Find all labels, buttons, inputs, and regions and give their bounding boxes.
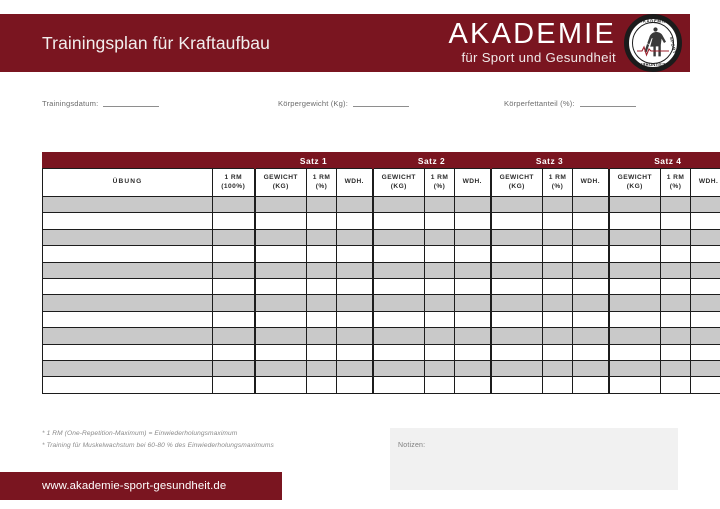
table-cell[interactable] [213, 311, 255, 327]
table-cell[interactable] [255, 246, 307, 262]
table-cell[interactable] [255, 377, 307, 393]
table-cell[interactable] [213, 328, 255, 344]
col-header-satz4-wdh-line1: WDH. [698, 178, 719, 186]
col-header-satz2-wdh [455, 169, 491, 197]
col-header-satz1-1rm [307, 169, 337, 197]
table-row [43, 229, 720, 245]
table-cell[interactable] [307, 377, 337, 393]
brand-text [449, 19, 616, 66]
table-cell[interactable] [373, 262, 425, 278]
col-header-satz1-wdh-line1: WDH. [344, 178, 364, 186]
akademie-logo-icon [624, 14, 682, 72]
table-cell[interactable] [255, 328, 307, 344]
svg-text:AKADEMIE: AKADEMIE [639, 18, 667, 24]
table-cell[interactable] [213, 229, 255, 245]
table-cell[interactable] [43, 213, 213, 229]
table-cell[interactable] [609, 360, 661, 376]
field-koerpergewicht-input[interactable] [353, 98, 409, 107]
col-header-satz2-1rm-line1: 1 RM [430, 173, 449, 181]
table-cell[interactable] [609, 262, 661, 278]
table-cell[interactable] [543, 262, 573, 278]
table-cell[interactable] [661, 328, 691, 344]
table-cell[interactable] [491, 278, 543, 294]
table-cell[interactable] [255, 295, 307, 311]
col-header-satz4-gewicht-line1: GEWICHT [617, 173, 652, 181]
table-cell[interactable] [337, 246, 373, 262]
table-cell[interactable] [373, 311, 425, 327]
table-cell[interactable] [373, 213, 425, 229]
table-cell[interactable] [43, 278, 213, 294]
table-cell[interactable] [661, 213, 691, 229]
table-row [43, 197, 720, 213]
table-cell[interactable] [307, 262, 337, 278]
col-header-satz3-wdh [573, 169, 609, 197]
table-cell[interactable] [609, 229, 661, 245]
field-koerpergewicht-label: Körpergewicht (Kg): [278, 99, 348, 108]
col-header-uebung-line1: ÜBUNG [112, 178, 143, 186]
table-row [43, 311, 720, 327]
table-cell[interactable] [425, 328, 455, 344]
table-cell[interactable] [491, 311, 543, 327]
table-cell[interactable] [307, 360, 337, 376]
table-cell[interactable] [337, 213, 373, 229]
col-header-satz2-gewicht [373, 169, 425, 197]
table-cell[interactable] [213, 360, 255, 376]
table-cell[interactable] [455, 213, 491, 229]
table-cell[interactable] [373, 278, 425, 294]
table-cell[interactable] [691, 262, 720, 278]
table-cell[interactable] [255, 344, 307, 360]
table-cell[interactable] [543, 246, 573, 262]
table-cell[interactable] [455, 197, 491, 213]
table-cell[interactable] [255, 229, 307, 245]
brand-name: AKADEMIE [448, 18, 616, 51]
brand-lockup [449, 14, 682, 72]
table-cell[interactable] [573, 377, 609, 393]
table-cell[interactable] [337, 377, 373, 393]
table-cell[interactable] [373, 229, 425, 245]
table-cell[interactable] [543, 377, 573, 393]
table-cell[interactable] [491, 229, 543, 245]
col-header-satz2-1rm-line2: (%) [433, 182, 446, 190]
svg-text:GESUNDHEIT: GESUNDHEIT [637, 61, 669, 67]
table-group-header-row [43, 153, 720, 169]
table-cell[interactable] [455, 295, 491, 311]
table-cell[interactable] [691, 360, 720, 376]
table-row [43, 213, 720, 229]
table-cell[interactable] [691, 328, 720, 344]
table-cell[interactable] [543, 278, 573, 294]
table-cell[interactable] [307, 229, 337, 245]
col-header-1rm-100 [213, 169, 255, 197]
table-cell[interactable] [455, 360, 491, 376]
meta-field-row [42, 98, 678, 114]
table-cell[interactable] [691, 213, 720, 229]
table-cell[interactable] [213, 213, 255, 229]
table-cell[interactable] [609, 295, 661, 311]
table-cell[interactable] [307, 311, 337, 327]
field-koerperfettanteil[interactable] [504, 98, 636, 108]
brand-tagline: für Sport und Gesundheit [461, 49, 616, 65]
table-cell[interactable] [43, 197, 213, 213]
table-cell[interactable] [43, 328, 213, 344]
table-cell[interactable] [425, 197, 455, 213]
table-row [43, 360, 720, 376]
table-cell[interactable] [609, 213, 661, 229]
col-header-1rm-100-line1: 1 RM [224, 173, 243, 181]
field-trainingsdatum-label: Trainingsdatum: [42, 99, 99, 108]
table-row [43, 278, 720, 294]
table-cell[interactable] [661, 197, 691, 213]
table-cell[interactable] [455, 262, 491, 278]
table-cell[interactable] [425, 262, 455, 278]
footer-website-url[interactable]: www.akademie-sport-gesundheit.de [42, 480, 227, 492]
table-cell[interactable] [43, 295, 213, 311]
table-cell[interactable] [543, 197, 573, 213]
table-cell[interactable] [609, 197, 661, 213]
table-cell[interactable] [573, 246, 609, 262]
col-header-satz3-1rm-line2: (%) [551, 182, 564, 190]
table-cell[interactable] [425, 344, 455, 360]
table-cell[interactable] [307, 328, 337, 344]
col-header-satz4-wdh [691, 169, 720, 197]
table-cell[interactable] [661, 295, 691, 311]
table-cell[interactable] [213, 246, 255, 262]
table-cell[interactable] [307, 246, 337, 262]
table-cell[interactable] [491, 344, 543, 360]
table-body [43, 197, 720, 394]
table-cell[interactable] [43, 311, 213, 327]
table-cell[interactable] [425, 213, 455, 229]
table-cell[interactable] [543, 328, 573, 344]
table-cell[interactable] [455, 311, 491, 327]
col-header-satz2-1rm [425, 169, 455, 197]
table-cell[interactable] [573, 295, 609, 311]
col-header-satz3-gewicht-line1: GEWICHT [499, 173, 534, 181]
col-header-satz3-1rm-line1: 1 RM [548, 173, 567, 181]
notes-box[interactable] [390, 428, 678, 490]
table-cell[interactable] [213, 197, 255, 213]
table-cell[interactable] [609, 344, 661, 360]
table-cell[interactable] [691, 197, 720, 213]
table-cell[interactable] [661, 246, 691, 262]
table-cell[interactable] [43, 377, 213, 393]
table-cell[interactable] [455, 246, 491, 262]
table-cell[interactable] [491, 377, 543, 393]
table-cell[interactable] [255, 311, 307, 327]
table-cell[interactable] [337, 344, 373, 360]
svg-text:SPORT: SPORT [668, 36, 678, 55]
table-cell[interactable] [573, 278, 609, 294]
table-cell[interactable] [661, 360, 691, 376]
table-cell[interactable] [543, 213, 573, 229]
col-header-satz2-gewicht-line2: (KG) [390, 182, 407, 190]
table-cell[interactable] [491, 295, 543, 311]
table-row [43, 377, 720, 393]
col-header-satz1-gewicht [255, 169, 307, 197]
page-title: Trainingsplan für Kraftaufbau [42, 32, 270, 53]
table-cell[interactable] [43, 360, 213, 376]
col-header-satz1-1rm-line1: 1 RM [312, 173, 331, 181]
table-cell[interactable] [425, 360, 455, 376]
field-trainingsdatum-input[interactable] [103, 98, 159, 107]
col-header-satz1-1rm-line2: (%) [315, 182, 328, 190]
table-cell[interactable] [255, 213, 307, 229]
col-header-satz4-gewicht [609, 169, 661, 197]
table-cell[interactable] [609, 377, 661, 393]
table-cell[interactable] [691, 311, 720, 327]
table-cell[interactable] [691, 229, 720, 245]
group-header-satz-4: Satz 4 [609, 153, 720, 169]
table-cell[interactable] [337, 295, 373, 311]
table-cell[interactable] [455, 229, 491, 245]
table-cell[interactable] [307, 344, 337, 360]
table-cell[interactable] [213, 295, 255, 311]
table-cell[interactable] [573, 197, 609, 213]
table-cell[interactable] [307, 278, 337, 294]
table-cell[interactable] [573, 311, 609, 327]
footer-banner [0, 472, 282, 500]
table-cell[interactable] [543, 344, 573, 360]
col-header-satz2-gewicht-line1: GEWICHT [381, 173, 416, 181]
table-cell[interactable] [543, 311, 573, 327]
table-cell[interactable] [573, 262, 609, 278]
table-cell[interactable] [573, 344, 609, 360]
col-header-satz3-gewicht [491, 169, 543, 197]
table-cell[interactable] [573, 328, 609, 344]
table-cell[interactable] [455, 377, 491, 393]
table-cell[interactable] [43, 262, 213, 278]
table-cell[interactable] [307, 197, 337, 213]
table-cell[interactable] [455, 344, 491, 360]
table-cell[interactable] [373, 295, 425, 311]
table-cell[interactable] [573, 213, 609, 229]
group-header-satz-3: Satz 3 [491, 153, 609, 169]
table-cell[interactable] [661, 262, 691, 278]
col-header-satz3-wdh-line1: WDH. [580, 178, 600, 186]
table-cell[interactable] [661, 278, 691, 294]
table-row [43, 328, 720, 344]
table-cell[interactable] [43, 246, 213, 262]
table-cell[interactable] [373, 328, 425, 344]
table-cell[interactable] [455, 278, 491, 294]
table-cell[interactable] [661, 229, 691, 245]
table-cell[interactable] [373, 377, 425, 393]
table-cell[interactable] [491, 360, 543, 376]
training-plan-table [42, 152, 720, 394]
footnote-2: * Training für Muskelwachstum bei 60-80 % des Einwiederholungsmaximums [42, 441, 274, 449]
table-cell[interactable] [691, 295, 720, 311]
col-header-satz1-gewicht-line2: (KG) [272, 182, 289, 190]
col-header-satz3-1rm [543, 169, 573, 197]
table-row [43, 344, 720, 360]
header-banner [0, 14, 690, 72]
table-cell[interactable] [213, 344, 255, 360]
footnote-1: * 1 RM (One-Repetition-Maximum) = Einwiederholungsmaximum [42, 430, 238, 437]
table-cell[interactable] [337, 360, 373, 376]
table-cell[interactable] [213, 262, 255, 278]
table-cell[interactable] [373, 360, 425, 376]
table-cell[interactable] [425, 246, 455, 262]
table-cell[interactable] [455, 328, 491, 344]
col-header-satz1-wdh [337, 169, 373, 197]
table-cell[interactable] [661, 344, 691, 360]
group-header-blank [43, 153, 255, 169]
group-header-satz-1: Satz 1 [255, 153, 373, 169]
field-trainingsdatum[interactable] [42, 98, 159, 108]
table-cell[interactable] [373, 246, 425, 262]
table-cell[interactable] [543, 295, 573, 311]
table-cell[interactable] [307, 295, 337, 311]
table-cell[interactable] [491, 328, 543, 344]
table-cell[interactable] [661, 377, 691, 393]
table-cell[interactable] [337, 328, 373, 344]
table-cell[interactable] [425, 311, 455, 327]
table-cell[interactable] [425, 295, 455, 311]
table-row [43, 262, 720, 278]
col-header-uebung [43, 169, 213, 197]
table-cell[interactable] [573, 229, 609, 245]
table-cell[interactable] [337, 229, 373, 245]
table-cell[interactable] [491, 262, 543, 278]
table-cell[interactable] [337, 278, 373, 294]
table-cell[interactable] [337, 197, 373, 213]
table-cell[interactable] [373, 197, 425, 213]
table-cell[interactable] [609, 278, 661, 294]
table-cell[interactable] [491, 197, 543, 213]
table-cell[interactable] [213, 377, 255, 393]
table-cell[interactable] [543, 229, 573, 245]
table-cell[interactable] [307, 213, 337, 229]
table-cell[interactable] [425, 377, 455, 393]
table-cell[interactable] [543, 360, 573, 376]
col-header-satz4-1rm-line1: 1 RM [666, 173, 685, 181]
table-cell[interactable] [691, 246, 720, 262]
footnotes [42, 428, 372, 451]
table-cell[interactable] [213, 278, 255, 294]
table-cell[interactable] [573, 360, 609, 376]
group-header-satz-2: Satz 2 [373, 153, 491, 169]
table-cell[interactable] [337, 311, 373, 327]
table-cell[interactable] [425, 278, 455, 294]
table-cell[interactable] [691, 377, 720, 393]
field-koerperfettanteil-input[interactable] [580, 98, 636, 107]
table-cell[interactable] [255, 278, 307, 294]
table-cell[interactable] [609, 328, 661, 344]
col-header-satz2-wdh-line1: WDH. [462, 178, 482, 186]
table-row [43, 295, 720, 311]
table-cell[interactable] [491, 213, 543, 229]
table-cell[interactable] [691, 344, 720, 360]
col-header-satz4-1rm [661, 169, 691, 197]
col-header-1rm-100-line2: (100%) [221, 182, 246, 190]
col-header-satz4-1rm-line2: (%) [669, 182, 682, 190]
col-header-satz4-gewicht-line2: (KG) [626, 182, 643, 190]
table-cell[interactable] [43, 229, 213, 245]
table-row [43, 246, 720, 262]
table-cell[interactable] [255, 262, 307, 278]
table-cell[interactable] [491, 246, 543, 262]
table-cell[interactable] [691, 278, 720, 294]
table-cell[interactable] [373, 344, 425, 360]
col-header-satz1-gewicht-line1: GEWICHT [263, 173, 298, 181]
table-cell[interactable] [609, 246, 661, 262]
table-cell[interactable] [255, 360, 307, 376]
table-sub-header-row [43, 169, 720, 197]
notes-label: Notizen: [398, 442, 426, 449]
table-head [43, 153, 720, 197]
col-header-satz3-gewicht-line2: (KG) [508, 182, 525, 190]
field-koerpergewicht[interactable] [278, 98, 409, 108]
table-cell[interactable] [661, 311, 691, 327]
table-cell[interactable] [337, 262, 373, 278]
field-koerperfettanteil-label: Körperfettanteil (%): [504, 99, 575, 108]
table-cell[interactable] [425, 229, 455, 245]
table-cell[interactable] [255, 197, 307, 213]
table-cell[interactable] [43, 344, 213, 360]
table-cell[interactable] [609, 311, 661, 327]
